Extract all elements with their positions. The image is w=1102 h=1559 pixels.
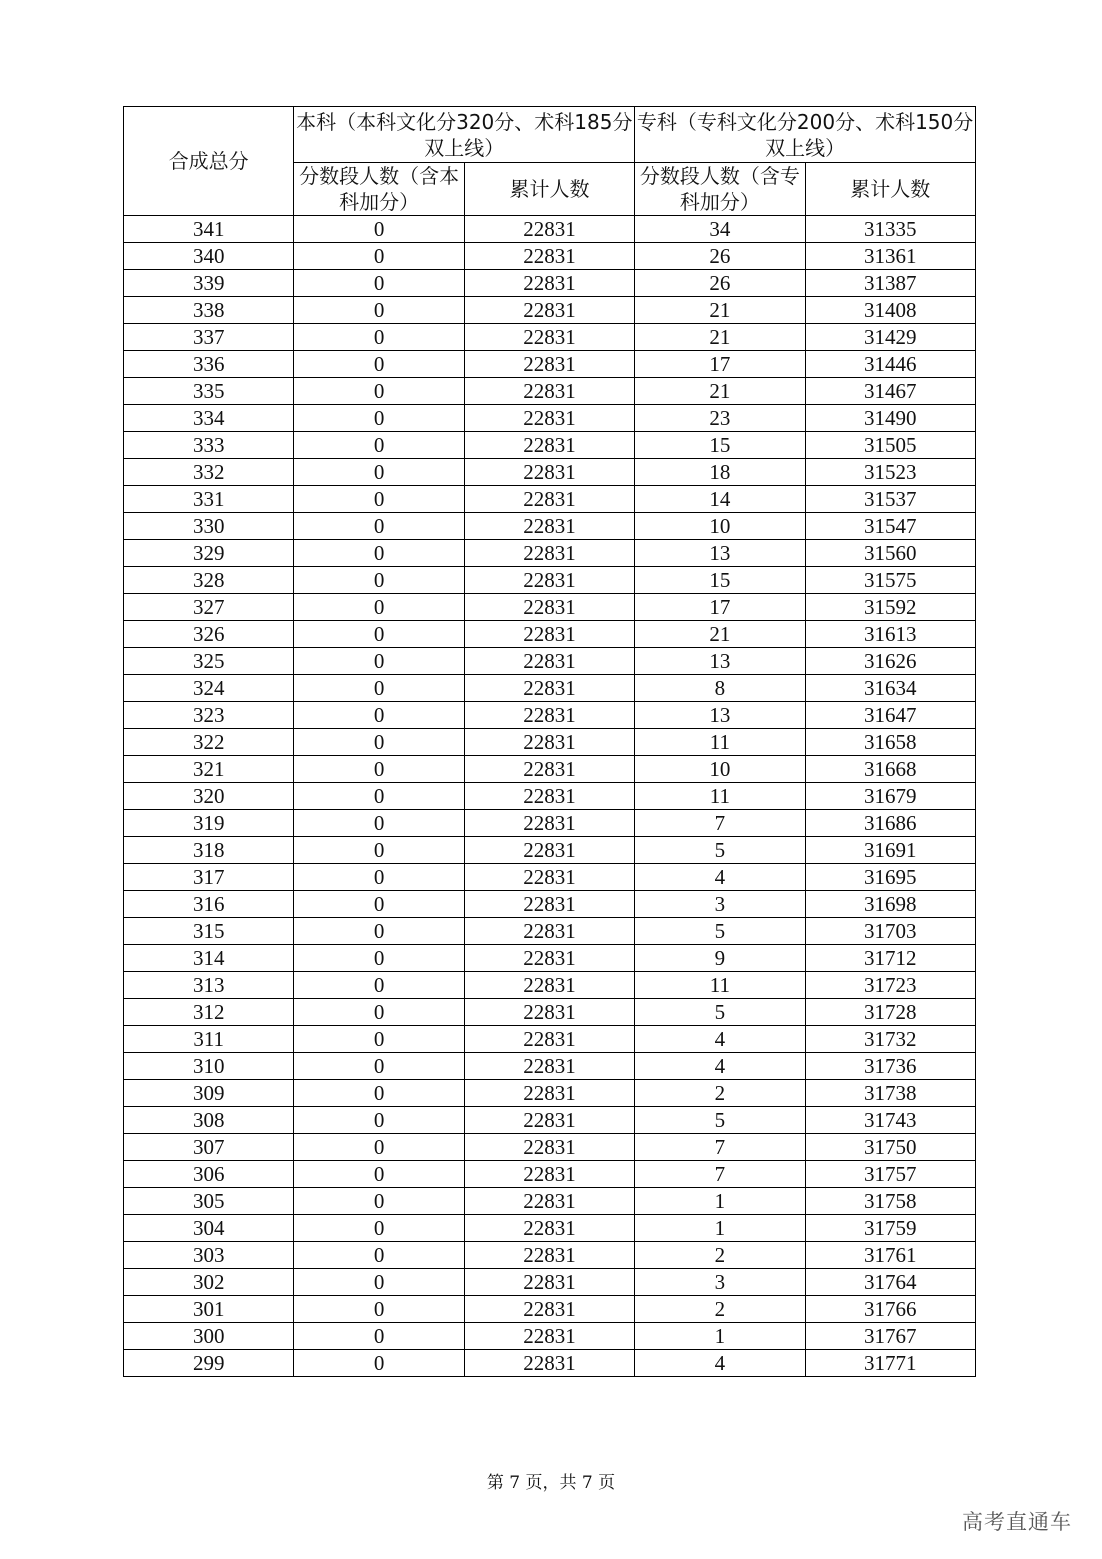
cell-total-score: 327 (124, 594, 294, 621)
table-row (124, 216, 976, 243)
cell-bk-segment: 0 (294, 621, 464, 648)
cell-zk-segment: 2 (635, 1080, 805, 1107)
cell-bk-cumulative: 22831 (464, 432, 634, 459)
cell-zk-segment: 8 (635, 675, 805, 702)
cell-bk-cumulative: 22831 (464, 567, 634, 594)
cell-zk-cumulative: 31668 (805, 756, 975, 783)
cell-zk-cumulative: 31723 (805, 972, 975, 999)
cell-zk-cumulative: 31560 (805, 540, 975, 567)
cell-zk-segment: 4 (635, 1350, 805, 1377)
cell-bk-cumulative: 22831 (464, 1269, 634, 1296)
cell-total-score: 304 (124, 1215, 294, 1242)
cell-bk-segment: 0 (294, 567, 464, 594)
cell-zk-cumulative: 31361 (805, 243, 975, 270)
table-row (124, 999, 976, 1026)
cell-bk-segment: 0 (294, 702, 464, 729)
cell-bk-cumulative: 22831 (464, 837, 634, 864)
cell-bk-cumulative: 22831 (464, 513, 634, 540)
cell-total-score: 314 (124, 945, 294, 972)
table-row (124, 594, 976, 621)
table-row (124, 351, 976, 378)
table-row (124, 405, 976, 432)
cell-total-score: 321 (124, 756, 294, 783)
cell-bk-cumulative: 22831 (464, 1323, 634, 1350)
cell-bk-cumulative: 22831 (464, 486, 634, 513)
cell-bk-cumulative: 22831 (464, 1215, 634, 1242)
cell-total-score: 310 (124, 1053, 294, 1080)
cell-bk-cumulative: 22831 (464, 918, 634, 945)
table-row (124, 756, 976, 783)
cell-bk-cumulative: 22831 (464, 1053, 634, 1080)
cell-zk-segment: 1 (635, 1188, 805, 1215)
cell-zk-cumulative: 31686 (805, 810, 975, 837)
cell-zk-cumulative: 31387 (805, 270, 975, 297)
cell-zk-segment: 11 (635, 729, 805, 756)
cell-total-score: 338 (124, 297, 294, 324)
cell-zk-cumulative: 31757 (805, 1161, 975, 1188)
cell-bk-segment: 0 (294, 486, 464, 513)
cell-zk-segment: 26 (635, 243, 805, 270)
table-row (124, 729, 976, 756)
cell-bk-cumulative: 22831 (464, 378, 634, 405)
table-row (124, 1053, 976, 1080)
table-row (124, 270, 976, 297)
cell-bk-cumulative: 22831 (464, 810, 634, 837)
cell-bk-segment: 0 (294, 1188, 464, 1215)
cell-total-score: 334 (124, 405, 294, 432)
cell-zk-segment: 2 (635, 1296, 805, 1323)
cell-bk-cumulative: 22831 (464, 1188, 634, 1215)
cell-bk-cumulative: 22831 (464, 594, 634, 621)
table-row (124, 513, 976, 540)
cell-zk-cumulative: 31758 (805, 1188, 975, 1215)
cell-bk-segment: 0 (294, 378, 464, 405)
cell-zk-segment: 4 (635, 864, 805, 891)
cell-bk-segment: 0 (294, 459, 464, 486)
cell-total-score: 318 (124, 837, 294, 864)
cell-total-score: 309 (124, 1080, 294, 1107)
cell-bk-cumulative: 22831 (464, 1134, 634, 1161)
table-row (124, 945, 976, 972)
cell-bk-cumulative: 22831 (464, 1296, 634, 1323)
cell-total-score: 302 (124, 1269, 294, 1296)
cell-zk-segment: 7 (635, 1161, 805, 1188)
cell-bk-segment: 0 (294, 1242, 464, 1269)
table-row (124, 1080, 976, 1107)
cell-total-score: 339 (124, 270, 294, 297)
cell-zk-cumulative: 31626 (805, 648, 975, 675)
cell-total-score: 335 (124, 378, 294, 405)
cell-total-score: 316 (124, 891, 294, 918)
cell-bk-cumulative: 22831 (464, 459, 634, 486)
cell-bk-cumulative: 22831 (464, 999, 634, 1026)
header-zk-segment: 分数段人数（含专科加分） (635, 163, 805, 216)
cell-bk-segment: 0 (294, 1080, 464, 1107)
cell-bk-cumulative: 22831 (464, 891, 634, 918)
header-bk-cumulative: 累计人数 (464, 163, 634, 216)
cell-bk-cumulative: 22831 (464, 1242, 634, 1269)
cell-zk-segment: 7 (635, 1134, 805, 1161)
cell-bk-segment: 0 (294, 270, 464, 297)
cell-zk-segment: 17 (635, 594, 805, 621)
cell-bk-cumulative: 22831 (464, 864, 634, 891)
cell-bk-segment: 0 (294, 1269, 464, 1296)
cell-bk-segment: 0 (294, 1026, 464, 1053)
cell-total-score: 341 (124, 216, 294, 243)
table-row (124, 1107, 976, 1134)
cell-total-score: 300 (124, 1323, 294, 1350)
cell-zk-segment: 18 (635, 459, 805, 486)
table-row (124, 621, 976, 648)
table-row (124, 1188, 976, 1215)
cell-zk-segment: 14 (635, 486, 805, 513)
cell-zk-cumulative: 31732 (805, 1026, 975, 1053)
cell-bk-segment: 0 (294, 675, 464, 702)
table-row (124, 1350, 976, 1377)
cell-bk-cumulative: 22831 (464, 783, 634, 810)
cell-zk-cumulative: 31695 (805, 864, 975, 891)
cell-total-score: 307 (124, 1134, 294, 1161)
cell-total-score: 340 (124, 243, 294, 270)
cell-bk-segment: 0 (294, 729, 464, 756)
cell-total-score: 311 (124, 1026, 294, 1053)
cell-zk-segment: 13 (635, 648, 805, 675)
cell-bk-segment: 0 (294, 594, 464, 621)
cell-zk-segment: 10 (635, 756, 805, 783)
cell-zk-cumulative: 31736 (805, 1053, 975, 1080)
cell-bk-cumulative: 22831 (464, 1080, 634, 1107)
cell-bk-segment: 0 (294, 432, 464, 459)
cell-total-score: 306 (124, 1161, 294, 1188)
header-total-score: 合成总分 (124, 107, 294, 216)
cell-total-score: 315 (124, 918, 294, 945)
cell-zk-cumulative: 31575 (805, 567, 975, 594)
cell-zk-cumulative: 31761 (805, 1242, 975, 1269)
table-row (124, 783, 976, 810)
header-bk-segment: 分数段人数（含本科加分） (294, 163, 464, 216)
cell-zk-segment: 10 (635, 513, 805, 540)
table-row (124, 567, 976, 594)
cell-zk-segment: 21 (635, 621, 805, 648)
cell-bk-segment: 0 (294, 1296, 464, 1323)
cell-zk-segment: 1 (635, 1215, 805, 1242)
cell-zk-cumulative: 31467 (805, 378, 975, 405)
cell-zk-segment: 9 (635, 945, 805, 972)
cell-bk-segment: 0 (294, 1161, 464, 1188)
table-row (124, 918, 976, 945)
cell-bk-segment: 0 (294, 972, 464, 999)
cell-total-score: 301 (124, 1296, 294, 1323)
cell-zk-segment: 23 (635, 405, 805, 432)
cell-zk-segment: 13 (635, 540, 805, 567)
table-row (124, 1026, 976, 1053)
table-row (124, 324, 976, 351)
cell-total-score: 324 (124, 675, 294, 702)
cell-zk-cumulative: 31750 (805, 1134, 975, 1161)
cell-total-score: 312 (124, 999, 294, 1026)
cell-zk-cumulative: 31537 (805, 486, 975, 513)
cell-zk-cumulative: 31712 (805, 945, 975, 972)
cell-bk-cumulative: 22831 (464, 1350, 634, 1377)
cell-zk-cumulative: 31691 (805, 837, 975, 864)
cell-zk-segment: 7 (635, 810, 805, 837)
cell-bk-cumulative: 22831 (464, 324, 634, 351)
cell-bk-segment: 0 (294, 297, 464, 324)
cell-bk-cumulative: 22831 (464, 702, 634, 729)
table-row (124, 810, 976, 837)
cell-zk-segment: 5 (635, 837, 805, 864)
cell-zk-segment: 11 (635, 972, 805, 999)
cell-zk-cumulative: 31767 (805, 1323, 975, 1350)
cell-total-score: 331 (124, 486, 294, 513)
cell-zk-cumulative: 31505 (805, 432, 975, 459)
cell-zk-segment: 15 (635, 432, 805, 459)
cell-zk-segment: 26 (635, 270, 805, 297)
cell-zk-cumulative: 31766 (805, 1296, 975, 1323)
cell-total-score: 303 (124, 1242, 294, 1269)
cell-total-score: 320 (124, 783, 294, 810)
table-row (124, 1215, 976, 1242)
cell-zk-cumulative: 31446 (805, 351, 975, 378)
table-row (124, 1134, 976, 1161)
cell-zk-cumulative: 31429 (805, 324, 975, 351)
table-row (124, 891, 976, 918)
cell-bk-segment: 0 (294, 783, 464, 810)
cell-zk-cumulative: 31764 (805, 1269, 975, 1296)
cell-zk-segment: 13 (635, 702, 805, 729)
cell-bk-segment: 0 (294, 756, 464, 783)
cell-bk-cumulative: 22831 (464, 1107, 634, 1134)
cell-bk-cumulative: 22831 (464, 621, 634, 648)
cell-bk-segment: 0 (294, 351, 464, 378)
cell-bk-cumulative: 22831 (464, 756, 634, 783)
cell-total-score: 337 (124, 324, 294, 351)
table-row (124, 459, 976, 486)
table-row (124, 432, 976, 459)
table-row (124, 837, 976, 864)
table-header (124, 107, 976, 216)
score-distribution-table (123, 106, 976, 1377)
cell-zk-segment: 5 (635, 1107, 805, 1134)
cell-bk-segment: 0 (294, 324, 464, 351)
table-row (124, 1323, 976, 1350)
table-row (124, 243, 976, 270)
cell-total-score: 322 (124, 729, 294, 756)
cell-zk-segment: 4 (635, 1053, 805, 1080)
cell-zk-cumulative: 31759 (805, 1215, 975, 1242)
cell-bk-segment: 0 (294, 405, 464, 432)
cell-zk-segment: 5 (635, 918, 805, 945)
cell-zk-cumulative: 31658 (805, 729, 975, 756)
cell-bk-cumulative: 22831 (464, 540, 634, 567)
table-row (124, 540, 976, 567)
cell-zk-cumulative: 31547 (805, 513, 975, 540)
cell-bk-cumulative: 22831 (464, 729, 634, 756)
cell-bk-cumulative: 22831 (464, 1026, 634, 1053)
header-group-bk: 本科（本科文化分320分、术科185分双上线） (294, 107, 635, 163)
header-group-zk: 专科（专科文化分200分、术科150分双上线） (635, 107, 976, 163)
cell-bk-segment: 0 (294, 648, 464, 675)
cell-bk-segment: 0 (294, 1323, 464, 1350)
table-row (124, 486, 976, 513)
cell-zk-segment: 15 (635, 567, 805, 594)
cell-bk-cumulative: 22831 (464, 351, 634, 378)
cell-bk-cumulative: 22831 (464, 648, 634, 675)
cell-total-score: 329 (124, 540, 294, 567)
watermark-text: 高考直通车 (962, 1510, 1072, 1534)
cell-zk-cumulative: 31743 (805, 1107, 975, 1134)
cell-zk-segment: 3 (635, 1269, 805, 1296)
cell-bk-segment: 0 (294, 1107, 464, 1134)
table-row (124, 1296, 976, 1323)
table-row (124, 297, 976, 324)
cell-bk-segment: 0 (294, 1215, 464, 1242)
cell-zk-segment: 17 (635, 351, 805, 378)
cell-bk-segment: 0 (294, 945, 464, 972)
cell-bk-cumulative: 22831 (464, 297, 634, 324)
cell-zk-segment: 21 (635, 297, 805, 324)
cell-bk-segment: 0 (294, 513, 464, 540)
cell-total-score: 299 (124, 1350, 294, 1377)
table-row (124, 972, 976, 999)
cell-bk-cumulative: 22831 (464, 972, 634, 999)
cell-zk-cumulative: 31408 (805, 297, 975, 324)
table-row (124, 378, 976, 405)
cell-total-score: 336 (124, 351, 294, 378)
cell-zk-segment: 1 (635, 1323, 805, 1350)
cell-total-score: 326 (124, 621, 294, 648)
cell-total-score: 328 (124, 567, 294, 594)
cell-zk-cumulative: 31523 (805, 459, 975, 486)
cell-bk-cumulative: 22831 (464, 216, 634, 243)
cell-bk-segment: 0 (294, 243, 464, 270)
cell-zk-cumulative: 31490 (805, 405, 975, 432)
table-row (124, 675, 976, 702)
cell-zk-cumulative: 31679 (805, 783, 975, 810)
cell-total-score: 333 (124, 432, 294, 459)
cell-total-score: 325 (124, 648, 294, 675)
cell-total-score: 330 (124, 513, 294, 540)
table-row (124, 864, 976, 891)
cell-bk-segment: 0 (294, 837, 464, 864)
table-row (124, 648, 976, 675)
cell-zk-segment: 3 (635, 891, 805, 918)
cell-zk-cumulative: 31613 (805, 621, 975, 648)
cell-bk-segment: 0 (294, 1053, 464, 1080)
header-zk-cumulative: 累计人数 (805, 163, 975, 216)
cell-zk-segment: 11 (635, 783, 805, 810)
table-row (124, 1269, 976, 1296)
cell-bk-cumulative: 22831 (464, 945, 634, 972)
cell-zk-cumulative: 31703 (805, 918, 975, 945)
cell-zk-segment: 4 (635, 1026, 805, 1053)
cell-bk-cumulative: 22831 (464, 675, 634, 702)
cell-bk-segment: 0 (294, 999, 464, 1026)
cell-bk-cumulative: 22831 (464, 243, 634, 270)
cell-bk-segment: 0 (294, 918, 464, 945)
table-row (124, 1161, 976, 1188)
cell-bk-segment: 0 (294, 540, 464, 567)
cell-bk-cumulative: 22831 (464, 1161, 634, 1188)
cell-bk-segment: 0 (294, 1134, 464, 1161)
cell-bk-segment: 0 (294, 810, 464, 837)
cell-total-score: 308 (124, 1107, 294, 1134)
cell-zk-segment: 34 (635, 216, 805, 243)
cell-bk-segment: 0 (294, 864, 464, 891)
cell-zk-cumulative: 31698 (805, 891, 975, 918)
cell-zk-segment: 21 (635, 378, 805, 405)
cell-total-score: 319 (124, 810, 294, 837)
cell-total-score: 305 (124, 1188, 294, 1215)
table-row (124, 702, 976, 729)
cell-zk-cumulative: 31728 (805, 999, 975, 1026)
table-row (124, 1242, 976, 1269)
cell-zk-cumulative: 31634 (805, 675, 975, 702)
cell-bk-segment: 0 (294, 891, 464, 918)
cell-bk-cumulative: 22831 (464, 405, 634, 432)
cell-zk-segment: 5 (635, 999, 805, 1026)
cell-total-score: 332 (124, 459, 294, 486)
cell-zk-cumulative: 31592 (805, 594, 975, 621)
cell-zk-cumulative: 31647 (805, 702, 975, 729)
cell-zk-cumulative: 31335 (805, 216, 975, 243)
cell-total-score: 313 (124, 972, 294, 999)
cell-bk-segment: 0 (294, 216, 464, 243)
cell-zk-cumulative: 31738 (805, 1080, 975, 1107)
page-number: 第 7 页，共 7 页 (486, 1473, 616, 1493)
cell-zk-segment: 21 (635, 324, 805, 351)
cell-total-score: 323 (124, 702, 294, 729)
cell-zk-segment: 2 (635, 1242, 805, 1269)
cell-zk-cumulative: 31771 (805, 1350, 975, 1377)
cell-bk-cumulative: 22831 (464, 270, 634, 297)
cell-total-score: 317 (124, 864, 294, 891)
cell-bk-segment: 0 (294, 1350, 464, 1377)
table-body (124, 216, 976, 1377)
